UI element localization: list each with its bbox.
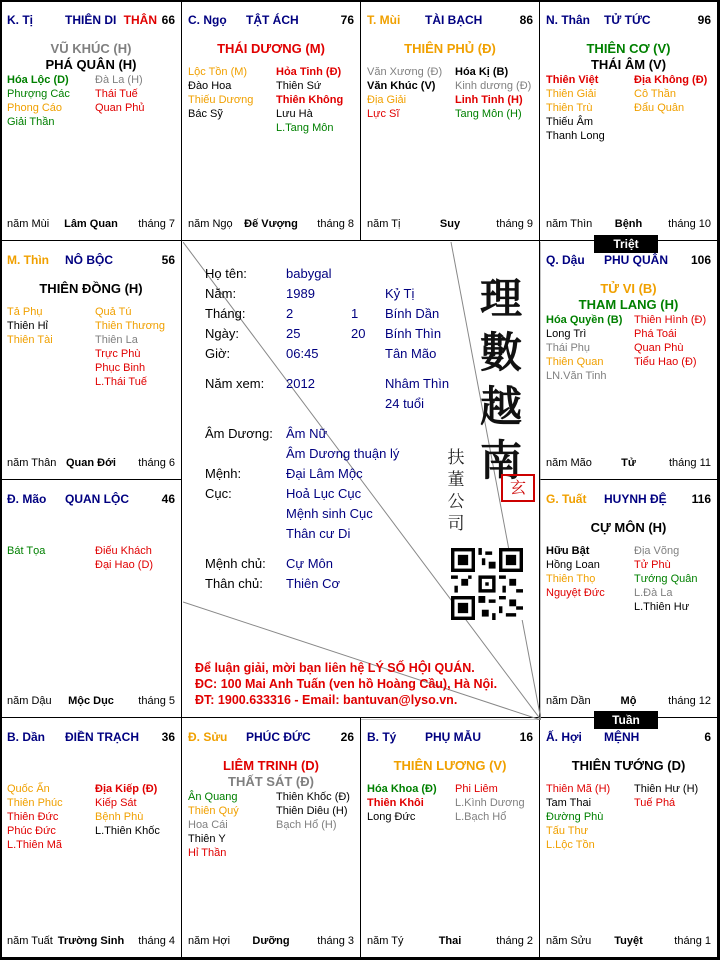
minor-stars-left [7,73,89,129]
minor-stars-left [546,313,628,383]
palace-footer [7,457,175,471]
main-star: VŨ KHÚC (H) [50,41,132,56]
palace-header [546,13,711,29]
minor-star: Hỉ Thần [188,847,227,859]
minor-stars-left [546,544,628,600]
palace-year: năm Ngọ [188,218,233,230]
palace-age: 66 [161,13,175,27]
minor-star: Thanh Long [546,130,605,142]
minor-stars-right [276,65,358,135]
minor-star: Lưu Hà [276,108,313,120]
palace-header [367,13,533,29]
palace-footer [188,218,354,232]
palace-branch: Q. Dậu [546,253,585,267]
minor-stars-left [188,790,270,860]
main-stars [540,520,717,536]
main-stars [361,41,539,57]
tuan-tag: Tuần [594,711,658,729]
minor-star: Hóa Khoa (Đ) [367,783,437,795]
minor-star: L.Tang Môn [276,122,334,134]
cuc-value-2: Mệnh sinh Cục [286,506,373,521]
palace-age: 116 [691,492,711,506]
minor-star: Thiên La [95,334,138,346]
palace-dau[interactable] [539,240,718,480]
main-star: CỰ MÔN (H) [590,520,667,535]
main-stars [1,41,181,73]
palace-footer [7,935,175,949]
palace-name: PHỤ MẪU [425,730,481,744]
minor-stars-right [634,782,716,810]
minor-stars-left [188,65,270,121]
palace-dan[interactable] [0,717,182,958]
palace-branch: B. Tý [367,730,397,744]
palace-footer [367,218,533,232]
minor-star: Thiên Hình (Đ) [634,314,707,326]
minor-star: L.Thiên Mã [7,839,63,851]
minor-star: Phượng Các [7,88,70,100]
minor-star: L.Thiên Khốc [95,825,160,837]
tuoi-value: 24 tuổi [385,396,425,411]
minor-star: Địa Kiếp (Đ) [95,783,158,795]
main-stars [540,41,717,73]
palace-mao[interactable] [0,479,182,718]
palace-header [7,730,175,746]
minor-star: Cô Thần [634,88,676,100]
palace-phase: Suy [439,218,461,230]
palace-phase: Đế Vượng [244,218,298,230]
minor-stars-right [95,73,177,115]
minor-star: Đường Phù [546,811,604,823]
palace-phase: Quan Đới [66,457,116,469]
minor-star: Văn Khúc (V) [367,80,436,92]
palace-month: tháng 6 [138,457,175,469]
palace-name: TÀI BẠCH [425,13,483,27]
palace-footer [7,695,175,709]
palace-footer [7,218,175,232]
minor-stars-left [546,782,628,852]
palace-name: PHU QUÂN [604,253,669,267]
main-stars [540,758,717,774]
minor-stars-left [7,544,89,558]
palace-name: NÔ BỘC [65,253,113,267]
minor-star: Đại Hao (D) [95,559,154,571]
palace-year: năm Mùi [7,218,50,230]
main-star: THIÊN PHỦ (Đ) [404,41,496,56]
palace-phase: Trường Sinh [57,935,125,947]
minor-star: L.Thiên Hư [634,601,690,613]
palace-header [7,253,175,269]
palace-thin[interactable] [0,240,182,480]
palace-phase: Dưỡng [252,935,290,947]
palace-year: năm Dậu [7,695,52,707]
minor-star: Giải Thần [7,116,55,128]
minor-star: Tang Môn (H) [455,108,522,120]
minor-star: Văn Xương (Đ) [367,66,443,78]
minor-star: Thái Phụ [546,342,591,354]
palace-name: PHÚC ĐỨC [246,730,311,744]
gio-value: 06:45 [286,346,319,361]
minor-star: Quan Phù [634,342,684,354]
menh-value: Đại Lâm Mộc [286,466,363,481]
palace-footer [367,935,533,949]
minor-star: Ân Quang [188,791,238,803]
gio-can-chi: Tân Mão [385,346,437,361]
palace-ty[interactable] [360,717,540,958]
palace-branch: K. Tị [7,13,33,27]
main-star: THIÊN TƯỚNG (D) [571,758,686,773]
palace-month: tháng 2 [496,935,533,947]
minor-star: Hóa Quyền (B) [546,314,623,326]
palace-age: 46 [161,492,175,506]
palace-phase: Bệnh [614,218,643,230]
minor-star: Hữu Bật [546,545,590,557]
palace-branch: G. Tuất [546,492,587,506]
minor-star: Bát Tọa [7,545,46,557]
palace-month: tháng 4 [138,935,175,947]
palace-phase: Thai [438,935,462,947]
palace-header [7,13,175,29]
palace-ngo[interactable] [181,0,361,241]
center-info-panel [183,242,541,720]
thang-label: Tháng: [205,306,246,321]
minor-stars-right [634,73,716,115]
minor-star: Kiếp Sát [95,797,137,809]
minor-star: Long Đức [367,811,416,823]
palace-year: năm Tý [367,935,404,947]
main-star: THẤT SÁT (Đ) [228,774,314,789]
contact-phone-email[interactable]: ĐT: 1900.633316 - Email: bantuvan@lyso.vn. [195,693,458,707]
minor-stars-right [276,790,358,832]
minor-star: Tuế Phá [634,797,676,809]
minor-star: Lực Sĩ [367,108,400,120]
palace-name: THIÊN DI [65,13,117,27]
menh-chu-label: Mệnh chủ: [205,556,266,571]
palace-month: tháng 12 [668,695,711,707]
palace-footer [546,218,711,232]
palace-age: 106 [690,253,711,267]
minor-star: Phi Liêm [455,783,498,795]
minor-star: L.Bạch Hổ [455,811,507,823]
palace-header [188,13,354,29]
minor-star: Đào Hoa [188,80,232,92]
than-chu-label: Thân chủ: [205,576,263,591]
main-stars [182,41,360,57]
main-star: THIÊN LƯƠNG (V) [393,758,507,773]
minor-star: Thiên Thương [95,320,166,332]
palace-month: tháng 7 [138,218,175,230]
palace-year: năm Mão [546,457,592,469]
minor-star: L.Thái Tuế [95,376,147,388]
cuc-label: Cục: [205,486,232,501]
palace-ti[interactable] [0,0,182,241]
main-star: THÁI DƯƠNG (M) [217,41,325,56]
palace-tuat[interactable] [539,479,718,718]
palace-age: 36 [161,730,175,744]
palace-phase: Mộc Dục [68,695,114,707]
minor-stars-right [455,65,537,121]
palace-phase: Mộ [620,695,637,707]
palace-name: MỆNH [604,730,640,744]
minor-star: Tử Phù [634,559,671,571]
minor-star: Thiên Tài [7,334,53,346]
minor-star: Quả Tú [95,306,132,318]
minor-star: Bạch Hổ (H) [276,819,337,831]
minor-star: Phúc Đức [7,825,56,837]
minor-stars-left [7,782,89,852]
palace-month: tháng 9 [496,218,533,230]
am-duong-value-2: Âm Dương thuận lý [286,446,400,461]
minor-star: Linh Tinh (H) [455,94,523,106]
minor-star: Bệnh Phù [95,811,144,823]
minor-star: Địa Giải [367,94,407,106]
palace-age: 76 [340,13,354,27]
palace-age: 26 [340,730,354,744]
palace-age: 56 [161,253,175,267]
minor-star: Long Trì [546,328,587,340]
palace-branch: T. Mùi [367,13,401,27]
minor-star: Thiên Mã (H) [546,783,611,795]
minor-star: Quan Phủ [95,102,145,114]
palace-branch: C. Ngọ [188,13,227,27]
minor-star: Thiên Đức [7,811,59,823]
gio-label: Giờ: [205,346,231,361]
minor-star: Thiên Khôi [367,797,424,809]
main-stars [182,758,360,790]
minor-star: Thiên Quan [546,356,604,368]
palace-name: ĐIỀN TRẠCH [65,730,139,744]
minor-star: Kinh dương (Đ) [455,80,532,92]
menh-chu-value: Cự Môn [286,556,333,571]
minor-star: Nguyệt Đức [546,587,605,599]
than-marker: THÂN [123,13,157,27]
am-duong-label: Âm Dương: [205,426,273,441]
main-star: TỬ VI (B) [600,281,657,296]
minor-stars-right [634,544,716,614]
minor-star: Đẩu Quân [634,102,685,114]
palace-month: tháng 11 [668,457,711,469]
minor-star: Thiên Việt [546,74,599,86]
palace-hoi[interactable] [539,717,718,958]
minor-star: Địa Không (Đ) [634,74,708,86]
minor-star: Phong Cáo [7,102,63,114]
minor-star: Địa Võng [634,545,680,557]
minor-stars-right [455,782,537,824]
minor-star: Điếu Khách [95,545,152,557]
minor-star: Thiên Hư (H) [634,783,699,795]
palace-age: 16 [519,730,533,744]
palace-name: TỬ TỨC [604,13,651,27]
main-star: THIÊN CƠ (V) [586,41,671,56]
palace-year: năm Tuất [7,935,53,947]
minor-star: Tả Phụ [7,306,43,318]
minor-star: Tấu Thư [546,825,589,837]
minor-star: Hóa Kị (B) [455,66,509,78]
minor-star: Thiên Diêu (H) [276,805,348,817]
minor-star: Hồng Loan [546,559,600,571]
palace-branch: N. Thân [546,13,590,27]
palace-suu[interactable] [181,717,361,958]
palace-year: năm Thân [7,457,57,469]
minor-stars-left [367,65,449,121]
minor-star: LN.Văn Tinh [546,370,607,382]
minor-star: Hóa Lộc (D) [7,74,69,86]
palace-footer [188,935,354,949]
ho-ten-value: babygal [286,266,332,281]
nam-label: Năm: [205,286,237,301]
minor-star: Thiên Không [276,94,344,106]
calligraphy-subtitle: 扶董公司 [447,448,465,534]
palace-year: năm Thìn [546,218,593,230]
palace-than[interactable] [539,0,718,241]
palace-month: tháng 10 [668,218,711,230]
minor-star: Lộc Tồn (M) [188,66,248,78]
main-stars [540,281,717,313]
calligraphy-title: 理數越南 [479,274,522,485]
minor-star: Thiên Thọ [546,573,596,585]
minor-star: Trực Phù [95,348,141,360]
than-chu-value: Thiên Cơ [286,576,341,591]
minor-stars-right [95,305,177,389]
palace-year: năm Sửu [546,935,592,947]
main-stars [1,281,181,297]
minor-star: Tam Thai [546,797,592,809]
minor-star: L.Đà La [634,587,673,599]
palace-header [546,730,711,746]
palace-name: QUAN LỘC [65,492,129,506]
red-seal: 玄 [501,474,535,502]
palace-header [7,492,175,508]
minor-stars-left [367,782,449,824]
nam-value: 1989 [286,286,315,301]
minor-star: L.Kình Dương [455,797,525,809]
contact-address: ĐC: 100 Mai Anh Tuấn (ven hồ Hoàng Cầu), Hà Nội. [195,677,498,691]
palace-month: tháng 5 [138,695,175,707]
palace-branch: Đ. Sửu [188,730,228,744]
minor-stars-left [546,73,628,143]
palace-branch: M. Thìn [7,253,49,267]
main-stars [361,758,539,774]
thang-am-value: 1 [351,306,359,321]
minor-star: Đà La (H) [95,74,143,86]
palace-branch: B. Dần [7,730,46,744]
main-star: LIÊM TRINH (D) [222,758,320,773]
minor-star: Thiên Quý [188,805,239,817]
palace-phase: Lâm Quan [64,218,118,230]
main-star: THÁI ÂM (V) [590,57,667,72]
ho-ten-label: Họ tên: [205,266,247,281]
triet-tag: Triệt [594,235,658,253]
palace-name: TẬT ÁCH [246,13,299,27]
minor-star: Hỏa Tinh (Đ) [276,66,342,78]
minor-star: L.Lộc Tồn [546,839,595,851]
palace-month: tháng 3 [317,935,354,947]
minor-star: Thiên Trù [546,102,593,114]
minor-stars-right [95,782,177,838]
minor-stars-right [95,544,177,572]
minor-star: Thiên Khốc (Đ) [276,791,350,803]
palace-age: 86 [519,13,533,27]
minor-star: Thiên Giải [546,88,597,100]
palace-age: 6 [704,730,711,744]
main-star: PHÁ QUÂN (H) [45,57,137,72]
palace-year: năm Dần [546,695,591,707]
palace-header [546,253,711,269]
ngay-label: Ngày: [205,326,239,341]
cuc-value-3: Thân cư Di [286,526,351,541]
palace-age: 96 [697,13,711,27]
palace-year: năm Tị [367,218,401,230]
minor-star: Quốc Ấn [7,783,50,795]
minor-star: Phục Binh [95,362,146,374]
am-duong-value: Âm Nữ [286,426,328,441]
minor-star: Hoa Cái [188,819,228,831]
minor-star: Thiên Sứ [276,80,322,92]
palace-month: tháng 1 [674,935,711,947]
ngay-am-value: 20 [351,326,366,341]
minor-star: Thái Tuế [95,88,138,100]
minor-star: Thiên Phúc [7,797,63,809]
palace-header [188,730,354,746]
nam-xem-can-chi: Nhâm Thìn [385,376,450,391]
contact-block [195,660,535,708]
minor-star: Tiểu Hao (Đ) [634,356,697,368]
palace-header [367,730,533,746]
minor-star: Thiên Hỉ [7,320,48,332]
thang-value: 2 [286,306,294,321]
thang-can-chi: Bính Dần [385,306,440,321]
palace-branch: Đ. Mão [7,492,47,506]
palace-footer [546,695,711,709]
nam-can-chi: Kỷ Tị [385,286,415,301]
minor-stars-right [634,313,716,369]
palace-month: tháng 8 [317,218,354,230]
nam-xem-label: Năm xem: [205,376,265,391]
ngay-value: 25 [286,326,301,341]
palace-footer [546,935,711,949]
minor-stars-left [7,305,89,347]
palace-footer [546,457,711,471]
cuc-value: Hoả Lục Cục [286,486,362,501]
palace-header [546,492,711,508]
contact-line-1: Để luận giải, mời bạn liên hệ LÝ SỐ HỘI QUÁN. [195,661,475,675]
minor-star: Thiếu Dương [188,94,254,106]
main-star: THAM LANG (H) [578,297,679,312]
palace-phase: Tử [621,457,636,469]
menh-label: Mệnh: [205,466,242,481]
minor-star: Thiên Y [188,833,226,845]
ngay-can-chi: Bính Thìn [385,326,442,341]
minor-star: Thiếu Âm [546,116,594,128]
nam-xem-value: 2012 [286,376,315,391]
palace-phase: Tuyệt [614,935,643,947]
palace-year: năm Hợi [188,935,231,947]
main-star: THIÊN ĐỒNG (H) [39,281,143,296]
minor-star: Bác Sỹ [188,108,223,120]
palace-mui[interactable] [360,0,540,241]
qr-code-icon[interactable] [451,548,523,620]
minor-star: Phá Toái [634,328,677,340]
palace-name: HUYNH ĐỆ [604,492,667,506]
palace-branch: Ấ. Hợi [546,730,582,744]
minor-star: Tướng Quân [634,573,698,585]
